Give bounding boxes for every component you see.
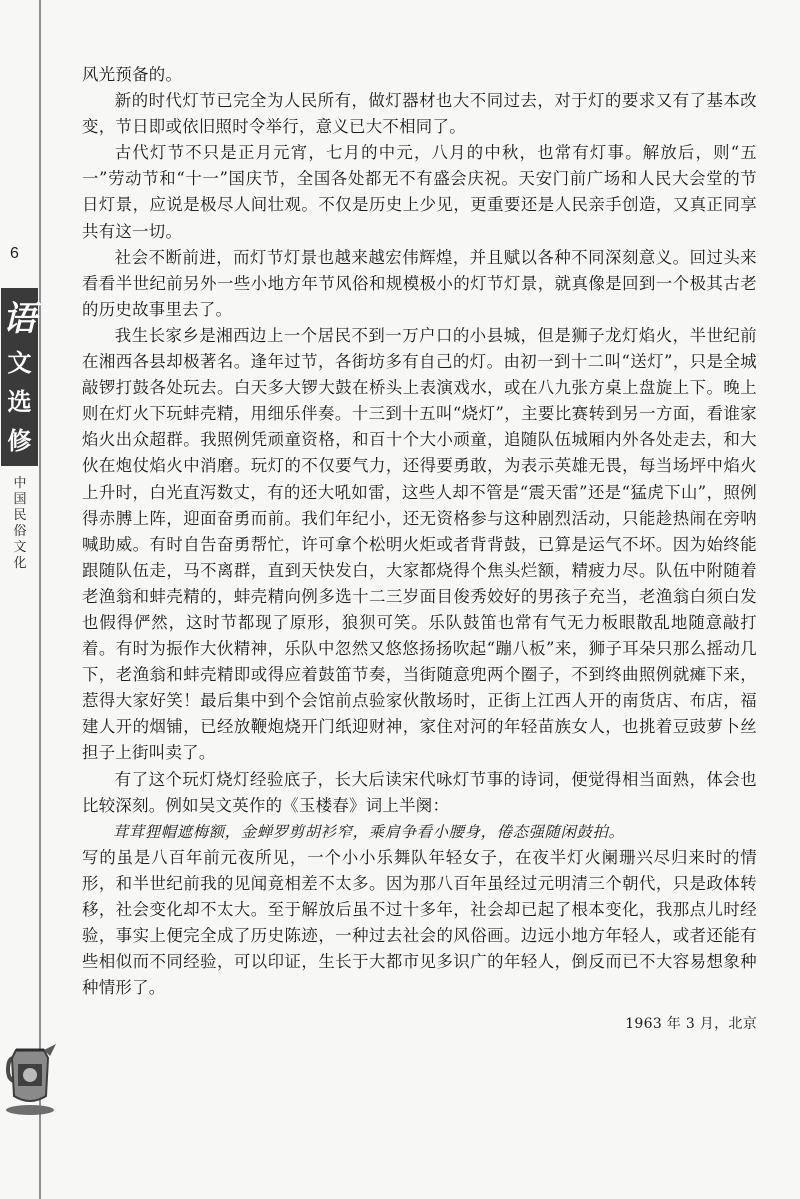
poem-quote: 茸茸狸帽遮梅额，金蝉罗剪胡衫窄，乘肩争看小腰身，倦态强随闲鼓拍。 (112, 822, 625, 841)
paragraph: 新的时代灯节已完全为人民所有，做灯器材也大不同过去，对于灯的要求又有了基本改变，节日即或依旧照时令举行，意义已大不相同了。 (82, 91, 757, 137)
paragraph: 古代灯节不只是正月元宵，七月的中元，八月的中秋，也常有灯事。解放后，则“五一”劳动节和“十一”国庆节，全国各处都无不有盛会庆祝。天安门前广场和人民大会堂的节日灯景，应说是极尽人间壮观。不仅是历史上少见，更重要还是人民亲手创造，又真正同享共有这一切。 (82, 143, 757, 241)
date-place-signature: 1963 年 3 月，北京 (625, 1016, 757, 1033)
series-tab-char: 文 (7, 347, 32, 377)
series-tab-char: 修 (7, 425, 32, 455)
vessel-illustration-icon (0, 1036, 60, 1116)
book-subtitle: 中国民俗文化 (13, 476, 27, 571)
margin-rule (39, 0, 41, 1199)
page-number: 6 (10, 245, 19, 262)
series-tab-char: 语 (2, 298, 37, 339)
paragraph: 风光预备的。 (82, 65, 183, 84)
paragraph: 有了这个玩灯烧灯经验底子，长大后读宋代咏灯节事的诗词，便觉得相当面熟，体会也比较深刻。例如吴文英作的《玉楼春》词上半阕： (82, 769, 757, 815)
paragraph: 社会不断前进，而灯节灯景也越来越宏伟辉煌，并且赋以各种不同深刻意义。回过头来看看半世纪前另外一些小地方年节风俗和规模极小的灯节灯景，就真像是回到一个极其古老的历史故事里去了。 (82, 247, 757, 319)
paragraph: 我生长家乡是湘西边上一个居民不到一万户口的小县城，但是狮子龙灯焰火，半世纪前在湘西各县却极著名。逢年过节，各街坊多有自己的灯。由初一到十二叫“送灯”，只是全城敲锣打鼓各处玩去。白天多大锣大鼓在桥头上表演戏水，或在八九张方桌上盘旋上下。晚上则在灯火下玩蚌壳精，用细乐伴奏。十三到十五叫“烧灯”，主要比赛转到另一方面，看谁家焰火出众超群。我照例凭顽童资格，和百十个大小顽童，追随队伍城厢内外各处走去，和大伙在炮仗焰火中消磨。玩灯的不仅要气力，还得要勇敢，为表示英雄无畏，每当场坪中焰火上升时，白光直泻数丈，有的还大吼如雷，这些人却不管是“震天雷”还是“猛虎下山”，照例得赤膊上阵，迎面奋勇而前。我们年纪小，还无资格参与这种剧烈活动，只能趁热闹在旁呐喊助威。有时自告奋勇帮忙，许可拿个松明火炬或者背背鼓，已算是运气不坏。因为始终能跟随队伍走，马不离群，直到天快发白，大家都烧得个焦头烂额，精疲力尽。队伍中附随着老渔翁和蚌壳精的，蚌壳精向例多选十二三岁面目俊秀姣好的男孩子充当，老渔翁白须白发也假得俨然，这时节都现了原形，狼狈可笑。乐队鼓笛也常有气无力板眼散乱地随意敲打着。有时为振作大伙精神，乐队中忽然又悠悠扬扬吹起“蹦八板”来，狮子耳朵只那么摇动几下，老渔翁和蚌壳精即或得应着鼓笛节奏，当街随意兜两个圈子，不到终曲照例就瘫下来，惹得大家好笑！最后集中到个会馆前点验家伙散场时，正街上江西人开的南货店、布店，福建人开的烟铺，已经放鞭炮烧开门纸迎财神，家住对河的年轻苗族女人，也挑着豆豉萝卜丝担子上街叫卖了。 (82, 325, 757, 763)
article-body (82, 62, 757, 1037)
series-tab-char: 选 (7, 386, 32, 416)
paragraph: 写的虽是八百年前元夜所见，一个小小乐舞队年轻女子，在夜半灯火阑珊兴尽归来时的情形，和半世纪前我的见闻竟相差不太多。因为那八百年虽经过元明清三个朝代，只是政体转移，社会变化却不太大。至于解放后虽不过十多年，社会却已起了根本变化，我那点儿时经验，事实上便完全成了历史陈迹，一种过去社会的风俗画。边远小地方年轻人，或者还能有些相似而不同经验，可以印证，生长于大都市见多识广的年轻人，倒反而已不大容易想象种种情形了。 (82, 847, 757, 998)
series-tab (1, 288, 38, 466)
